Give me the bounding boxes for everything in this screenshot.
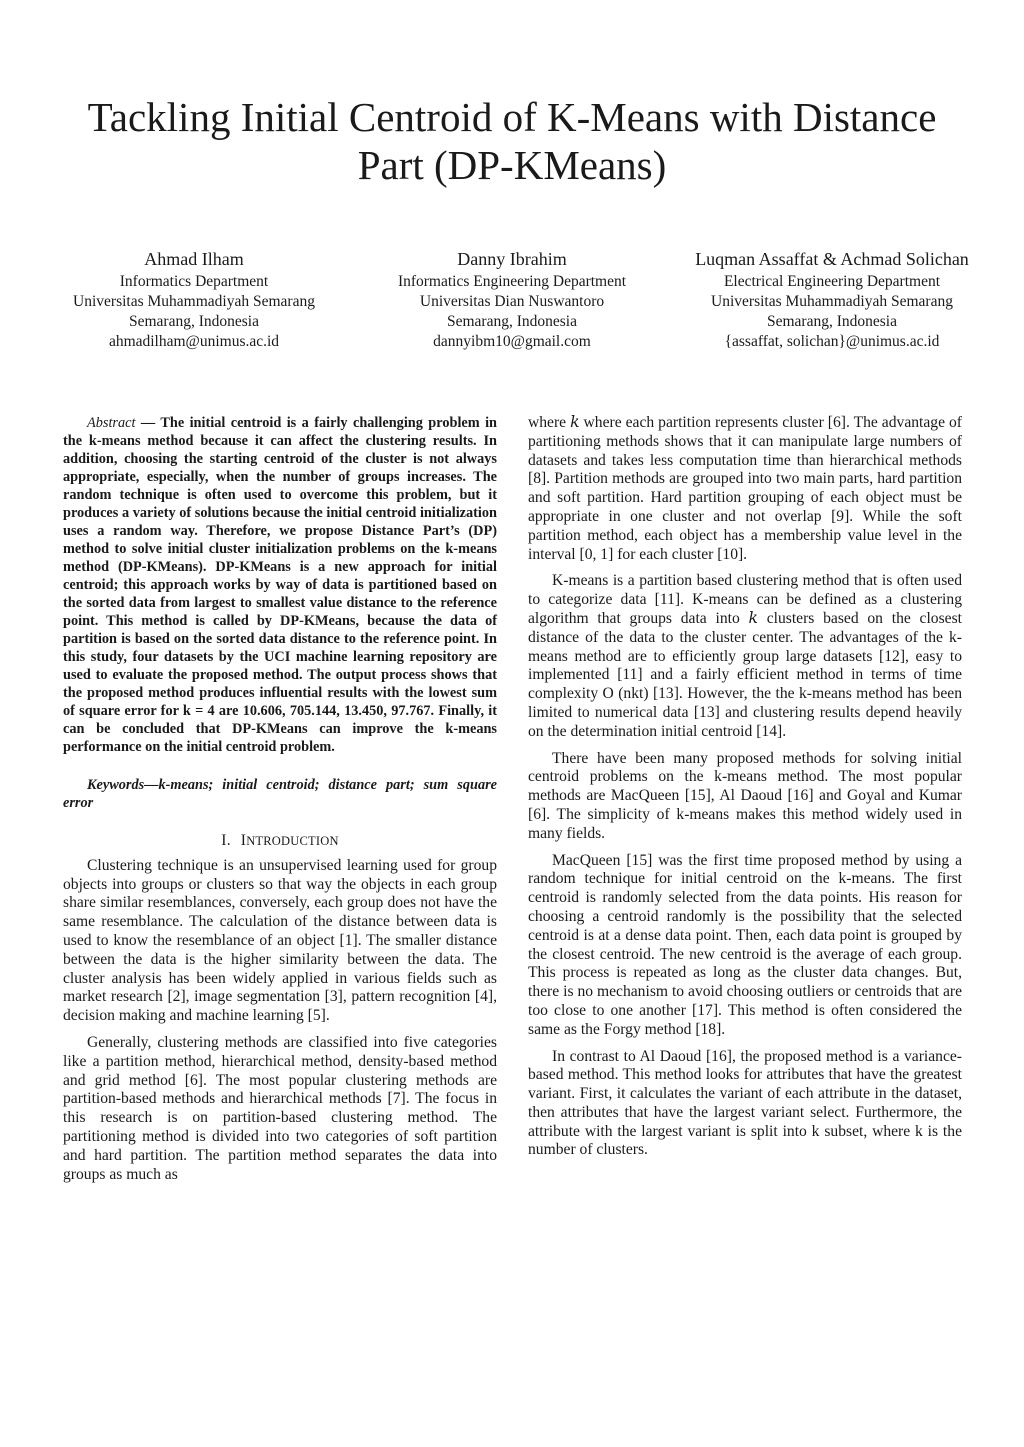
author-department: Informatics Engineering Department [397,273,627,290]
author-block-1 [40,248,348,352]
author-university: Universitas Dian Nuswantoro [419,293,605,310]
abstract [63,414,497,756]
right-column [528,414,962,1168]
left-column [63,414,497,1192]
author-email: {assaffat, solichan}@unimus.ac.id [724,333,940,350]
author-location: Semarang, Indonesia [767,313,897,330]
author-block-2 [358,248,666,352]
author-name: Danny Ibrahim [457,249,567,269]
author-university: Universitas Muhammadiyah Semarang [73,293,315,310]
author-name: Ahmad Ilham [144,249,244,269]
author-location: Semarang, Indonesia [129,313,259,330]
author-university: Universitas Muhammadiyah Semarang [711,293,953,310]
paragraph: MacQueen [15] was the first time proposed method by using a random technique for initial centroid on the k-means. The first centroid is randomly selected from the data points. His reason for choosing a centroid randomly is the possibility that the selected centroid is at a dense data point. Then, each data point is grouped by the closest centroid. The new centroid is the average of each group. This process is repeated as long as the cluster data changes. But, there is no mechanism to avoid choosing outliers or centroids that are too close to one another [17]. This method is often considered the same as the Forgy method [18]. [528,851,962,1038]
abstract-label: Abstract [87,415,136,431]
section-title-rest: NTRODUCTION [246,834,339,848]
paragraph: There have been many proposed methods for solving initial centroid problems on the k-means method. The most popular methods are MacQueen [15], Al Daoud [16] and Goyal and Kumar [6]. The simplicity of k-means makes this method widely used in many fields. [528,749,962,842]
paragraph: K-means is a partition based clustering method that is often used to categorize data [11]. K-means can be defined as a clustering algorithm that groups data into 𝑘 clusters based on the closest distance of the data to the cluster center. The advantages of the k-means method are to efficiently group large datasets [12], easy to implemented [11] and a fairly efficient method in terms of time complexity O (nkt) [13]. However, the the k-means method has been limited to numerical data [13] and clustering results depend heavily on the determination initial centroid [14]. [528,572,962,740]
section-heading-introduction [63,832,497,851]
keywords: Keywords—k-means; initial centroid; distance part; sum square error [63,777,497,811]
paragraph: In contrast to Al Daoud [16], the proposed method is a variance-based method. This method looks for attributes that have the greatest variant. First, it calculates the variant of each attribute in the dataset, then attributes that have the largest variant select. Furthermore, the attribute with the largest variant is split into k subset, where k is the number of clusters. [528,1047,962,1159]
author-location: Semarang, Indonesia [447,313,577,330]
section-title-initial: I [240,832,247,849]
section-number: I. [221,832,231,849]
author-email: dannyibm10@gmail.com [433,333,591,350]
author-name: Luqman Assaffat & Achmad Solichan [695,249,969,269]
author-email: ahmadilham@unimus.ac.id [108,333,280,350]
paper-title: Tackling Initial Centroid of K-Means with Distance Part (DP-KMeans) [87,94,937,188]
author-block-3 [676,248,988,352]
abstract-text: The initial centroid is a fairly challenging problem in the k-means method because it can affect the clustering results. In addition, choosing the starting centroid of the cluster is not always appropriate, especially, when the number of groups increases. The random technique is often used to overcome this problem, but it produces a variety of solutions because the initial centroid initialization uses a random way. Therefore, we propose Distance Part’s (DP) method to solve initial cluster initialization problems on the k-means method (DP-KMeans). DP-KMeans is a new approach for initial centroid; this approach works by way of data is partitioned based on the sorted data from largest to smallest value distance to the reference point. This method is called by DP-KMeans, because the data of partition is based on the sorted data distance to the reference point. In this study, four datasets by the UCI machine learning repository are used to evaluate the proposed method. The output process shows that the proposed method produces influential results with the lowest sum of square error for k = 4 are 10.606, 705.144, 13.450, 97.767. Finally, it can be concluded that DP-KMeans can improve the k-means performance on the initial centroid problem. [63,415,498,755]
abstract-dash: — [135,415,161,431]
author-department: Electrical Engineering Department [723,273,941,290]
paragraph: Clustering technique is an unsupervised learning used for group objects into groups or clusters so that way the objects in each group share similar resemblances, conversely, each group does not have the same resemblance. The calculation of the distance between data is used to know the resemblance of an object [1]. The smaller distance between the data is the higher similarity between the data. The cluster analysis has been widely applied in various fields such as market research [2], image segmentation [3], pattern recognition [4], decision making and machine learning [5]. [63,856,497,1025]
paragraph: where 𝑘 where each partition represents cluster [6]. The advantage of partitioning methods shows that it can manipulate large numbers of datasets and takes less computation time than hierarchical methods [8]. Partition methods are grouped into two main parts, hard partition and soft partition. Hard partition grouping of each object must be appropriate in one cluster and not overlap [9]. While the soft partition method, each object has a membership value level in the interval [0, 1] for each cluster [10]. [528,414,962,563]
paragraph: Generally, clustering methods are classified into five categories like a partition method, hierarchical method, density-based method and grid method [6]. The most popular clustering methods are partition-based methods and hierarchical methods [7]. The focus in this research is on partition-based clustering method. The partitioning method is divided into two categories of soft partition and hard partition. The partition method separates the data into groups as much as [63,1033,497,1183]
author-department: Informatics Department [119,273,269,290]
